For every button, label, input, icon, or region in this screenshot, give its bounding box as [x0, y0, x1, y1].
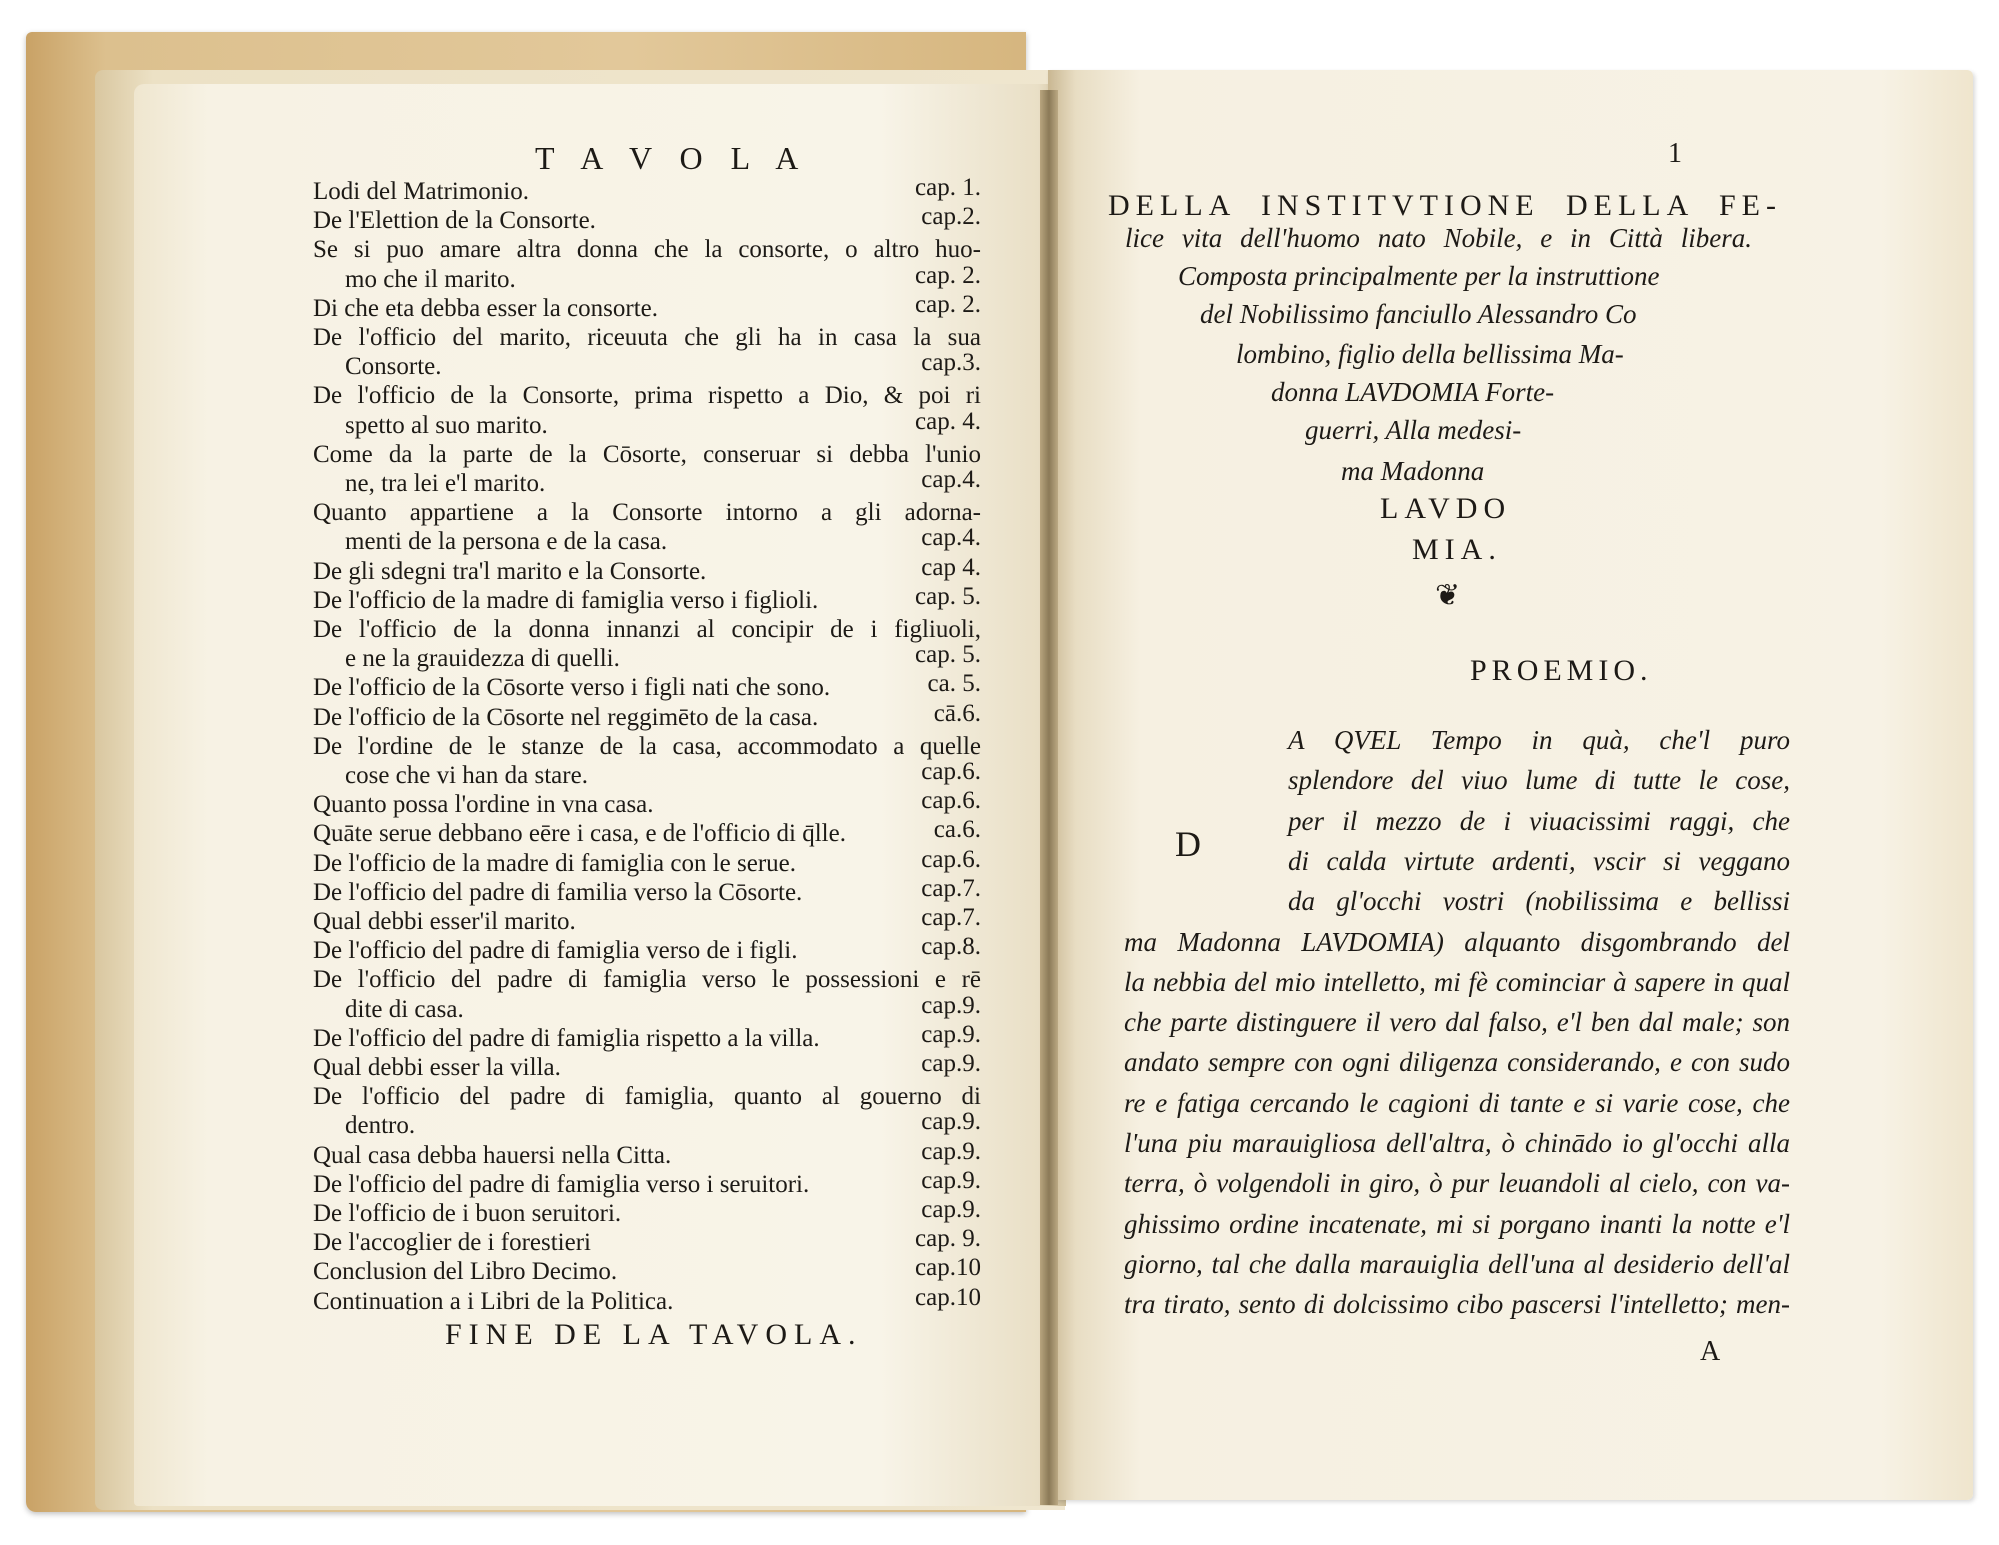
- toc-entry-text: De l'officio de i buon seruitori.: [313, 1200, 622, 1227]
- toc-entry-text: menti de la persona e de la casa.: [345, 528, 668, 556]
- toc-entry-text: Di che eta debba esser la consorte.: [313, 294, 658, 322]
- toc-entry-text: ne, tra lei e'l marito.: [345, 470, 546, 497]
- toc-entry-text: spetto al suo marito.: [345, 411, 548, 439]
- toc-entry: [313, 787, 981, 819]
- toc-chapter-ref: cap.2.: [921, 203, 981, 231]
- toc-entry-text: Consorte.: [345, 353, 442, 381]
- toc-entry: [313, 1020, 981, 1053]
- table-end-title: FINE DE LA TAVOLA.: [445, 1318, 863, 1351]
- toc-entry-text: De l'accoglier de i forestieri: [313, 1229, 591, 1257]
- toc-entry-text: De l'officio de la Cōsorte verso i figli nati che sono.: [313, 674, 831, 702]
- body-line: l'una piu marauigliosa dell'altra, ò chinādo io gl'occhi alla: [1124, 1128, 1790, 1158]
- toc-chapter-ref: cap.4.: [921, 466, 981, 493]
- body-line: andato sempre con ogni diligenza considerando, e con sudo: [1124, 1047, 1790, 1078]
- title-line: LAVDO: [1380, 492, 1512, 525]
- toc-chapter-ref: ca.6.: [933, 816, 981, 844]
- toc-chapter-ref: cap.9.: [921, 1166, 981, 1194]
- toc-entry: [313, 235, 981, 264]
- body-line: terra, ò volgendoli in giro, ò pur leuandoli al cielo, con va-: [1124, 1168, 1790, 1199]
- title-line: Composta principalmente per la instruttione: [1178, 261, 1660, 291]
- toc-chapter-ref: cap.6.: [921, 787, 981, 815]
- toc-chapter-ref: cap. 5.: [915, 641, 981, 669]
- toc-entry: [313, 965, 981, 994]
- toc-entry-text: dite di casa.: [345, 995, 464, 1023]
- toc-entry-text: De l'officio de la donna innanzi al concipir de i figliuoli,: [313, 616, 981, 643]
- toc-chapter-ref: cap.3.: [921, 349, 981, 377]
- toc-entry: [313, 203, 981, 235]
- title-line: DELLA INSTITVTIONE DELLA FE-: [1108, 189, 1782, 222]
- toc-entry-text: De l'officio del padre di famiglia, quanto al gouerno di: [313, 1083, 981, 1111]
- page-number: 1: [1668, 138, 1682, 169]
- toc-entry: [313, 174, 981, 206]
- toc-entry: [313, 1254, 981, 1286]
- section-heading: PROEMIO.: [1470, 654, 1653, 687]
- toc-entry-text: cose che vi han da stare.: [345, 762, 588, 789]
- toc-entry: [313, 641, 981, 673]
- toc-entry-text: Continuation a i Libri de la Politica.: [313, 1287, 674, 1315]
- toc-chapter-ref: cap.6.: [921, 758, 981, 785]
- toc-entry: [313, 1082, 981, 1111]
- toc-chapter-ref: cap.9.: [921, 1137, 981, 1165]
- toc-entry-text: Quanto possa l'ordine in vna casa.: [313, 791, 654, 819]
- toc-entry: [313, 466, 981, 498]
- toc-entry-text: Qual debbi esser'il marito.: [313, 908, 576, 935]
- toc-entry: [313, 407, 981, 440]
- title-line: donna LAVDOMIA Forte-: [1271, 377, 1555, 407]
- toc-chapter-ref: cap. 9.: [915, 1225, 981, 1253]
- title-line: guerri, Alla medesi-: [1305, 415, 1522, 445]
- toc-entry-text: De l'officio de la madre di famiglia con le serue.: [313, 849, 797, 877]
- title-line: ma Madonna: [1341, 456, 1485, 486]
- toc-entry: [313, 1050, 981, 1082]
- title-line: del Nobilissimo fanciullo Alessandro Co: [1200, 299, 1637, 329]
- toc-entry: [313, 498, 981, 527]
- toc-entry: [313, 553, 981, 586]
- toc-entry-text: Lodi del Matrimonio.: [313, 178, 529, 205]
- toc-entry: [313, 524, 981, 556]
- toc-entry: [313, 670, 981, 702]
- drop-cap: D: [1175, 824, 1201, 864]
- toc-entry-text: De l'officio de la Cōsorte nel reggimēto de la casa.: [313, 703, 819, 731]
- body-line: A QVEL Tempo in quà, che'l puro: [1288, 725, 1790, 755]
- body-line: re e fatiga cercando le cagioni di tante e si varie cose, che: [1124, 1087, 1790, 1118]
- book-gutter: [1040, 90, 1058, 1505]
- toc-entry-text: De gli sdegni tra'l marito e la Consorte.: [313, 557, 707, 585]
- toc-entry-text: e ne la grauidezza di quelli.: [345, 645, 620, 673]
- body-line: la nebbia del mio intelletto, mi fè cominciar à sapere in qual: [1124, 966, 1790, 997]
- toc-entry: [313, 904, 981, 936]
- toc-entry-text: De l'officio del padre di famiglia verso le possessioni e rē: [313, 966, 981, 994]
- toc-entry-text: De l'officio de la madre di famiglia verso i figlioli.: [313, 586, 819, 614]
- toc-chapter-ref: cap. 2.: [915, 261, 981, 289]
- body-line: ma Madonna LAVDOMIA) alquanto disgombrando del: [1124, 926, 1790, 957]
- body-line: che parte distinguere il vero dal falso, e'l ben dal male; son: [1124, 1007, 1790, 1038]
- toc-chapter-ref: cap.10: [915, 1254, 981, 1282]
- toc-entry-text: De l'officio del padre di famiglia verso de i figli.: [313, 937, 798, 965]
- toc-entry: [313, 1196, 981, 1228]
- toc-chapter-ref: cap.9.: [921, 1050, 981, 1077]
- toc-chapter-ref: ca. 5.: [927, 670, 981, 698]
- toc-entry-text: De l'officio de la Consorte, prima rispetto a Dio, & poi ri: [313, 382, 981, 410]
- toc-entry-text: Quanto appartiene a la Consorte intorno a gli adorna-: [313, 499, 981, 527]
- toc-entry: [313, 290, 981, 323]
- toc-chapter-ref: cap.9.: [921, 1108, 981, 1136]
- body-line: giorno, tal che dalla marauiglia dell'una al desiderio dell'al: [1124, 1248, 1790, 1279]
- toc-entry: [313, 261, 981, 294]
- toc-entry-text: De l'Elettion de la Consorte.: [313, 207, 596, 235]
- body-line: ghissimo ordine incatenate, mi si porgano inanti la notte e'l: [1124, 1208, 1790, 1239]
- toc-chapter-ref: cā.6.: [933, 699, 981, 727]
- body-line: di calda virtute ardenti, vscir si veggano: [1288, 845, 1790, 876]
- body-line: tra tirato, sento di dolcissimo cibo pascersi l'intelletto; men-: [1124, 1289, 1790, 1320]
- toc-chapter-ref: cap.9.: [921, 991, 981, 1019]
- toc-entry: [313, 440, 981, 469]
- toc-entry: [313, 1137, 981, 1170]
- toc-entry-text: De l'officio del padre di famiglia verso i seruitori.: [313, 1170, 810, 1198]
- toc-chapter-ref: cap 4.: [921, 553, 981, 581]
- title-line: lombino, figlio della bellissima Ma-: [1236, 339, 1624, 369]
- toc-entry-text: De l'ordine de le stanze de la casa, accommodato a quelle: [313, 732, 981, 760]
- toc-chapter-ref: cap.6.: [921, 845, 981, 873]
- toc-chapter-ref: cap. 4.: [915, 407, 981, 435]
- toc-chapter-ref: cap. 1.: [915, 174, 981, 201]
- title-line: lice vita dell'huomo nato Nobile, e in Città libera.: [1125, 223, 1752, 253]
- toc-entry: [313, 1225, 981, 1257]
- toc-chapter-ref: cap. 2.: [915, 290, 981, 318]
- toc-entry: [313, 1283, 981, 1316]
- toc-entry: [313, 845, 981, 878]
- toc-entry-text: Conclusion del Libro Decimo.: [313, 1258, 618, 1286]
- toc-entry: [313, 1166, 981, 1199]
- toc-entry-text: De l'officio del padre di familia verso la Cōsorte.: [313, 878, 803, 906]
- toc-entry: [313, 381, 981, 410]
- toc-entry: [313, 615, 981, 644]
- toc-chapter-ref: cap. 5.: [915, 582, 981, 610]
- toc-entry: [313, 323, 981, 352]
- table-title: T A V O L A: [535, 140, 809, 176]
- toc-chapter-ref: cap.7.: [921, 904, 981, 931]
- title-line: MIA.: [1412, 533, 1502, 566]
- toc-entry: [313, 758, 981, 790]
- toc-entry-text: dentro.: [345, 1112, 416, 1140]
- toc-entry: [313, 933, 981, 965]
- toc-entry-text: mo che il marito.: [345, 265, 516, 293]
- toc-entry-text: De l'officio del padre di famiglia rispetto a la villa.: [313, 1024, 820, 1052]
- body-line: splendore del viuo lume di tutte le cose,: [1288, 765, 1790, 796]
- signature-mark: A: [1700, 1336, 1721, 1367]
- toc-entry: [313, 1108, 981, 1140]
- toc-entry-text: Se si puo amare altra donna che la consorte, o altro huo-: [313, 236, 981, 264]
- toc-entry-text: Come da la parte de la Cōsorte, conseruar si debba l'unio: [313, 440, 981, 468]
- fleuron-ornament-icon: ❦: [1435, 579, 1461, 612]
- toc-entry-text: Qual debbi esser la villa.: [313, 1054, 561, 1081]
- toc-chapter-ref: cap.10: [915, 1283, 981, 1311]
- toc-entry: [313, 816, 981, 848]
- toc-chapter-ref: cap.7.: [921, 874, 981, 902]
- toc-entry-text: Quāte serue debbano eēre i casa, e de l'officio di q̄lle.: [313, 820, 846, 848]
- toc-entry: [313, 349, 981, 381]
- toc-entry: [313, 582, 981, 615]
- toc-entry: [313, 699, 981, 732]
- toc-entry-text: Qual casa debba hauersi nella Citta.: [313, 1141, 672, 1169]
- toc-entry: [313, 874, 981, 907]
- toc-entry: [313, 991, 981, 1024]
- body-line: per il mezzo de i viuacissimi raggi, che: [1288, 805, 1790, 836]
- body-line: da gl'occhi vostri (nobilissima e bellissi: [1288, 886, 1790, 917]
- toc-entry-text: De l'officio del marito, riceuuta che gli ha in casa la sua: [313, 324, 981, 351]
- toc-chapter-ref: cap.9.: [921, 1020, 981, 1048]
- toc-chapter-ref: cap.9.: [921, 1196, 981, 1223]
- toc-entry: [313, 732, 981, 761]
- toc-chapter-ref: cap.4.: [921, 524, 981, 552]
- toc-chapter-ref: cap.8.: [921, 933, 981, 961]
